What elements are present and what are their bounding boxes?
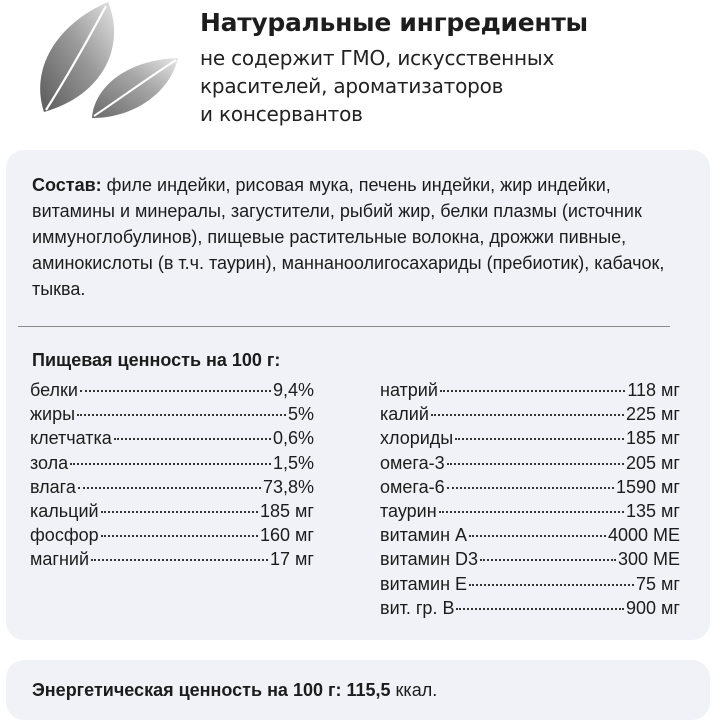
nutrient-row [380, 475, 680, 499]
nutrient-value: 75 мг [636, 573, 680, 594]
nutrient-name: клетчатка [30, 428, 112, 449]
header-subtitle-line-3: и консервантов [200, 102, 363, 126]
nutrient-name: омега-6 [380, 476, 445, 497]
nutrient-row [380, 547, 680, 571]
ingredients-card [6, 150, 710, 640]
leaves-icon [30, 0, 180, 125]
nutrition-column-right [380, 378, 680, 620]
nutrient-name: фосфор [30, 525, 99, 546]
header-subtitle-line-2: красителей, ароматизаторов [200, 74, 504, 98]
nutrient-row [380, 572, 680, 596]
nutrient-row [30, 523, 314, 547]
nutrient-row [380, 451, 680, 475]
nutrient-value: 160 мг [260, 525, 314, 546]
nutrient-value: 205 мг [626, 452, 680, 473]
energy-unit: ккал. [395, 680, 438, 700]
nutrient-row [380, 523, 680, 547]
nutrient-row [380, 596, 680, 620]
nutrient-value: 300 МЕ [617, 549, 680, 570]
nutrient-value: 5% [287, 404, 314, 425]
header-subtitle-line-1: не содержит ГМО, искусственных [200, 46, 555, 70]
nutrient-value: 4000 МЕ [607, 525, 680, 546]
nutrition-column-left [30, 378, 314, 572]
nutrition-title: Пищевая ценность на 100 г: [32, 350, 281, 370]
energy-value [32, 677, 437, 703]
nutrient-name: калий [380, 404, 429, 425]
nutrient-name: витамин Е [380, 573, 468, 594]
energy-card [6, 660, 710, 720]
nutrient-name: витамин А [380, 525, 468, 546]
nutrient-row [30, 378, 314, 402]
nutrient-value: 9,4% [272, 380, 314, 400]
nutrient-name: зола [30, 452, 69, 473]
nutrient-name: омега-3 [380, 452, 445, 473]
nutrient-row [380, 402, 680, 426]
energy-label: Энергетическая ценность на 100 г: 115,5 [32, 680, 391, 700]
nutrient-name: натрий [380, 380, 438, 400]
nutrient-value: 135 мг [626, 501, 680, 522]
nutrient-value: 185 мг [626, 428, 680, 449]
nutrient-row [380, 499, 680, 523]
nutrient-value: 185 мг [260, 501, 314, 522]
header-title: Натуральные ингредиенты [200, 8, 588, 37]
nutrient-name: витамин D3 [380, 549, 479, 570]
nutrient-name: таурин [380, 501, 437, 522]
nutrient-value: 118 мг [627, 380, 680, 400]
composition-text [32, 172, 692, 302]
nutrient-row [30, 499, 314, 523]
nutrient-value: 225 мг [626, 404, 680, 425]
nutrient-name: белки [30, 380, 78, 400]
nutrient-name: кальций [30, 501, 99, 522]
nutrient-value: 1590 мг [616, 476, 680, 497]
nutrient-value: 1,5% [272, 452, 314, 473]
nutrient-value: 17 мг [270, 549, 314, 570]
composition-label: Состав: [32, 175, 102, 195]
nutrient-row [30, 451, 314, 475]
nutrient-row [30, 475, 314, 499]
nutrient-row [380, 426, 680, 450]
composition-list: филе индейки, рисовая мука, печень индейки, жир индейки, витамины и минералы, загустители, рыбий жир, белки плазмы (источник иммуноглобулинов), пищевые растительные волокна, дрожжи пивные, аминокислоты (в т.ч. таурин), маннаноолигосахариды (пребиотик), кабачок, тыква. [32, 175, 665, 299]
divider [18, 326, 670, 327]
nutrient-name: магний [30, 549, 90, 570]
nutrient-row [30, 426, 314, 450]
nutrient-row [30, 402, 314, 426]
nutrient-name: жиры [30, 404, 76, 425]
header [200, 8, 700, 128]
nutrient-name: хлориды [380, 428, 454, 449]
nutrient-row [30, 547, 314, 571]
nutrient-name: влага [30, 476, 76, 497]
nutrient-row [380, 378, 680, 402]
nutrient-value: 900 мг [626, 597, 680, 618]
nutrient-value: 73,8% [262, 476, 314, 497]
nutrient-value: 0,6% [272, 428, 314, 449]
nutrient-name: вит. гр. В [380, 597, 455, 618]
